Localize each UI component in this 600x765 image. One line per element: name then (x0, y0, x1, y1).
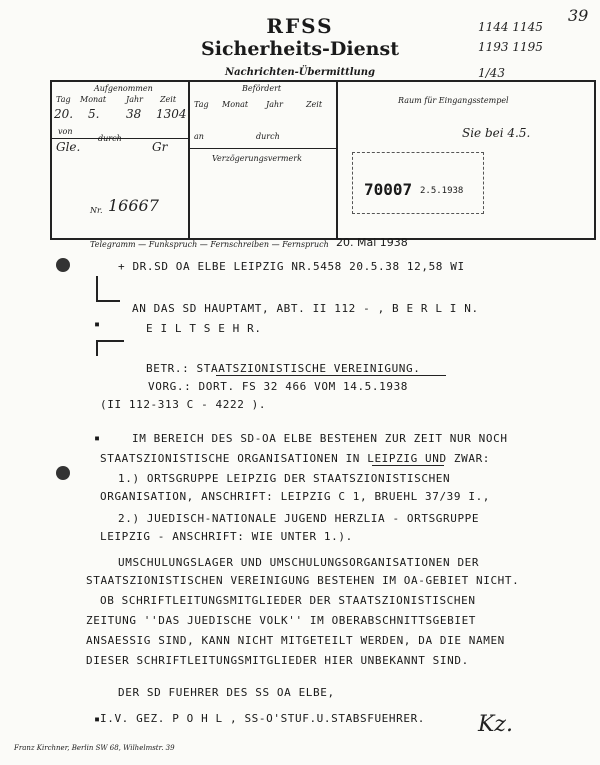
body-line: + DR.SD OA ELBE LEIPZIG NR.5458 20.5.38 12,58 WI (118, 260, 465, 273)
received-month-value: 5. (88, 107, 100, 121)
body-line: AN DAS SD HAUPTAMT, ABT. II 112 - , B E R L I N. (132, 302, 479, 315)
stamp-number: 70007 (364, 180, 413, 199)
header-sd: Sicherheits-Dienst (201, 38, 399, 60)
nr-label: Nr. (90, 206, 103, 215)
sent-by-label: durch (256, 132, 280, 141)
body-line: 1.) ORTSGRUPPE LEIPZIG DER STAATSZIONISTISCHEN (118, 472, 451, 485)
sent-year-label: Jahr (266, 100, 283, 109)
signature: Kz. (478, 712, 514, 737)
header-tagline: Nachrichten-Übermittlung (224, 67, 376, 78)
body-line: I.V. GEZ. P O H L , SS-O'STUF.U.STABSFUEHRER. (100, 712, 426, 725)
received-from-label: von (58, 127, 73, 136)
receipt-label: Raum für Eingangsstempel (398, 96, 509, 105)
bracket-mark (96, 340, 124, 356)
bracket-mark (96, 276, 120, 302)
page-number: 39 (568, 6, 589, 25)
stamp-suffix: 2.5.1938 (420, 186, 464, 196)
body-line: DER SD FUEHRER DES SS OA ELBE, (118, 686, 335, 699)
dash-mark: ▪ (94, 433, 101, 444)
body-line: IM BEREICH DES SD-OA ELBE BESTEHEN ZUR ZEIT NUR NOCH (132, 432, 508, 445)
delay-label: Verzögerungsvermerk (212, 154, 302, 163)
received-month-label: Monat (80, 95, 107, 104)
body-line: UMSCHULUNGSLAGER UND UMSCHULUNGSORGANISATIONEN DER (118, 556, 480, 569)
stamp-date: 20. Mai 1938 (336, 236, 408, 249)
received-time-label: Zeit (160, 95, 177, 104)
header-rfss: RFSS (266, 14, 334, 38)
archive-note-3: 1/43 (478, 66, 505, 80)
underline (216, 375, 446, 376)
received-day-value: 20. (54, 107, 74, 121)
body-line: BETR.: STAATSZIONISTISCHE VEREINIGUNG. (146, 362, 421, 375)
received-from-value: Gle. (56, 140, 81, 154)
body-line: STAATSZIONISTISCHEN VEREINIGUNG BESTEHEN IM OA-GEBIET NICHT. (86, 574, 520, 587)
dash-mark: ▪ (94, 714, 101, 725)
body-line: 2.) JUEDISCH-NATIONALE JUGEND HERZLIA - ORTSGRUPPE (118, 512, 480, 525)
body-line: ORGANISATION, ANSCHRIFT: LEIPZIG C 1, BRUEHL 37/39 I., (100, 490, 491, 503)
sent-month-label: Monat (222, 100, 249, 109)
body-line: DIESER SCHRIFTLEITUNGSMITGLIEDER HIER UNBEKANNT SIND. (86, 654, 469, 667)
received-time-value: 1304 (156, 107, 187, 121)
received-by-label: durch (98, 134, 122, 143)
sent-tag-label: Tag (194, 100, 209, 109)
received-year-value: 38 (126, 107, 142, 121)
sent-time-label: Zeit (306, 100, 323, 109)
punch-hole-bottom (56, 466, 70, 480)
received-heading: Aufgenommen (94, 84, 153, 93)
dash-mark: ▪ (94, 319, 101, 330)
received-tag-label: Tag (56, 95, 71, 104)
body-line: ANSAESSIG SIND, KANN NICHT MITGETEILT WERDEN, DA DIE NAMEN (86, 634, 505, 647)
body-line: STAATSZIONISTISCHE ORGANISATIONEN IN LEIPZIG UND ZWAR: (100, 452, 491, 465)
nr-value: 16667 (108, 196, 159, 215)
form-footer: Telegramm — Funkspruch — Fernschreiben — Fernspruch (90, 240, 329, 249)
body-line: (II 112-313 C - 4222 ). (100, 398, 267, 411)
underline (372, 465, 444, 466)
sent-to-label: an (194, 132, 204, 141)
body-line: E I L T S E H R. (146, 322, 262, 335)
receipt-handwriting: Sie bei 4.5. (462, 126, 531, 140)
received-year-label: Jahr (126, 95, 143, 104)
punch-hole-top (56, 258, 70, 272)
body-line: OB SCHRIFTLEITUNGSMITGLIEDER DER STAATSZIONISTISCHEN (100, 594, 476, 607)
message-form (50, 80, 596, 240)
sent-heading: Befördert (242, 84, 282, 93)
body-line: ZEITUNG ''DAS JUEDISCHE VOLK'' IM OBERABSCHNITTSGEBIET (86, 614, 477, 627)
archive-note-1: 1144 1145 (478, 20, 543, 34)
archive-note-2: 1193 1195 (478, 40, 543, 54)
received-by-value: Gr (152, 140, 168, 154)
body-line: VORG.: DORT. FS 32 466 VOM 14.5.1938 (148, 380, 409, 393)
body-line: LEIPZIG - ANSCHRIFT: WIE UNTER 1.). (100, 530, 353, 543)
printer-credit: Franz Kirchner, Berlin SW 68, Wilhelmstr. 39 (14, 744, 175, 752)
